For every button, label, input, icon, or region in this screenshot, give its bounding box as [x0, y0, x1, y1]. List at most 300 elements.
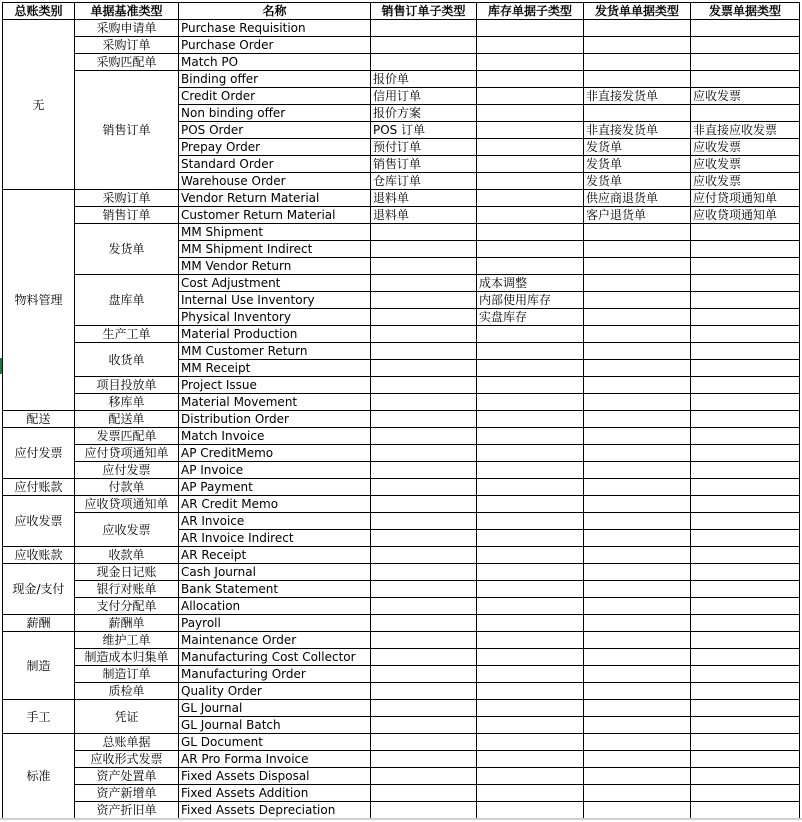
sales-subtype-cell[interactable] — [371, 632, 477, 649]
table-row — [3, 394, 800, 411]
invoice-type-cell[interactable] — [691, 598, 800, 615]
inventory-subtype-cell[interactable] — [477, 462, 584, 479]
name-cell[interactable]: Cash Journal — [179, 564, 371, 581]
inventory-subtype-cell[interactable] — [477, 360, 584, 377]
invoice-type-cell[interactable] — [691, 785, 800, 802]
sales-subtype-cell[interactable] — [371, 462, 477, 479]
sales-subtype-cell[interactable] — [371, 394, 477, 411]
shipment-type-cell[interactable] — [584, 785, 691, 802]
name-cell[interactable]: AR Receipt — [179, 547, 371, 564]
base-type-cell[interactable]: 采购订单 — [75, 37, 179, 54]
sales-subtype-cell[interactable]: 退料单 — [371, 190, 477, 207]
shipment-type-cell[interactable] — [584, 343, 691, 360]
inventory-subtype-cell[interactable] — [477, 20, 584, 37]
name-cell[interactable]: Physical Inventory — [179, 309, 371, 326]
inventory-subtype-cell[interactable] — [477, 564, 584, 581]
shipment-type-cell[interactable] — [584, 37, 691, 54]
name-cell[interactable]: MM Shipment Indirect — [179, 241, 371, 258]
base-type-cell[interactable]: 配送单 — [75, 411, 179, 428]
inventory-subtype-cell[interactable] — [477, 394, 584, 411]
sales-subtype-cell[interactable] — [371, 547, 477, 564]
sales-subtype-cell[interactable] — [371, 666, 477, 683]
base-type-cell[interactable]: 制造订单 — [75, 666, 179, 683]
base-type-cell[interactable]: 银行对账单 — [75, 581, 179, 598]
name-cell[interactable]: AR Invoice Indirect — [179, 530, 371, 547]
invoice-type-cell[interactable]: 应收贷项通知单 — [691, 207, 800, 224]
shipment-type-cell[interactable] — [584, 479, 691, 496]
base-type-cell[interactable]: 收货单 — [75, 343, 179, 377]
shipment-type-cell[interactable] — [584, 530, 691, 547]
gl-category-cell[interactable]: 无 — [3, 20, 75, 190]
invoice-type-cell[interactable] — [691, 496, 800, 513]
name-cell[interactable]: Fixed Assets Disposal — [179, 768, 371, 785]
inventory-subtype-cell[interactable] — [477, 88, 584, 105]
invoice-type-cell[interactable] — [691, 275, 800, 292]
name-cell[interactable]: AP Invoice — [179, 462, 371, 479]
inventory-subtype-cell[interactable] — [477, 173, 584, 190]
shipment-type-cell[interactable] — [584, 700, 691, 717]
shipment-type-cell[interactable] — [584, 581, 691, 598]
name-cell[interactable]: MM Shipment — [179, 224, 371, 241]
invoice-type-cell[interactable] — [691, 530, 800, 547]
invoice-type-cell[interactable] — [691, 37, 800, 54]
invoice-type-cell[interactable]: 应付贷项通知单 — [691, 190, 800, 207]
inventory-subtype-cell[interactable] — [477, 547, 584, 564]
inventory-subtype-cell[interactable] — [477, 581, 584, 598]
invoice-type-cell[interactable] — [691, 258, 800, 275]
invoice-type-cell[interactable]: 应收发票 — [691, 139, 800, 156]
inventory-subtype-cell[interactable] — [477, 122, 584, 139]
inventory-subtype-cell[interactable]: 内部使用库存 — [477, 292, 584, 309]
invoice-type-cell[interactable] — [691, 326, 800, 343]
name-cell[interactable]: Customer Return Material — [179, 207, 371, 224]
name-cell[interactable]: POS Order — [179, 122, 371, 139]
table-row — [3, 564, 800, 581]
invoice-type-cell[interactable] — [691, 462, 800, 479]
name-cell[interactable]: Credit Order — [179, 88, 371, 105]
table-row — [3, 581, 800, 598]
inventory-subtype-cell[interactable] — [477, 734, 584, 751]
shipment-type-cell[interactable] — [584, 445, 691, 462]
inventory-subtype-cell[interactable] — [477, 530, 584, 547]
header-base-type[interactable]: 单据基准类型 — [75, 3, 179, 20]
invoice-type-cell[interactable] — [691, 649, 800, 666]
gl-category-cell[interactable]: 手工 — [3, 700, 75, 734]
sales-subtype-cell[interactable] — [371, 275, 477, 292]
name-cell[interactable]: Vendor Return Material — [179, 190, 371, 207]
gl-category-cell[interactable]: 物料管理 — [3, 190, 75, 411]
base-type-cell[interactable]: 采购申请单 — [75, 20, 179, 37]
inventory-subtype-cell[interactable] — [477, 139, 584, 156]
shipment-type-cell[interactable] — [584, 683, 691, 700]
name-cell[interactable]: AR Credit Memo — [179, 496, 371, 513]
base-type-cell[interactable]: 质检单 — [75, 683, 179, 700]
name-cell[interactable]: AP Payment — [179, 479, 371, 496]
header-name[interactable]: 名称 — [179, 3, 371, 20]
sales-subtype-cell[interactable] — [371, 768, 477, 785]
sales-subtype-cell[interactable] — [371, 751, 477, 768]
base-type-cell[interactable]: 应收贷项通知单 — [75, 496, 179, 513]
inventory-subtype-cell[interactable] — [477, 241, 584, 258]
invoice-type-cell[interactable] — [691, 20, 800, 37]
inventory-subtype-cell[interactable]: 成本调整 — [477, 275, 584, 292]
base-type-cell[interactable]: 应收形式发票 — [75, 751, 179, 768]
sales-subtype-cell[interactable] — [371, 513, 477, 530]
shipment-type-cell[interactable] — [584, 377, 691, 394]
name-cell[interactable]: Fixed Assets Addition — [179, 785, 371, 802]
inventory-subtype-cell[interactable] — [477, 54, 584, 71]
shipment-type-cell[interactable] — [584, 224, 691, 241]
shipment-type-cell[interactable] — [584, 258, 691, 275]
inventory-subtype-cell[interactable] — [477, 37, 584, 54]
shipment-type-cell[interactable] — [584, 71, 691, 88]
sales-subtype-cell[interactable] — [371, 445, 477, 462]
inventory-subtype-cell[interactable] — [477, 343, 584, 360]
sales-subtype-cell[interactable] — [371, 581, 477, 598]
shipment-type-cell[interactable] — [584, 275, 691, 292]
table-row — [3, 598, 800, 615]
name-cell[interactable]: GL Journal Batch — [179, 717, 371, 734]
table-row — [3, 275, 800, 292]
invoice-type-cell[interactable] — [691, 71, 800, 88]
name-cell[interactable]: GL Document — [179, 734, 371, 751]
invoice-type-cell[interactable]: 应收发票 — [691, 88, 800, 105]
shipment-type-cell[interactable]: 非直接发货单 — [584, 88, 691, 105]
sales-subtype-cell[interactable] — [371, 683, 477, 700]
inventory-subtype-cell[interactable] — [477, 666, 584, 683]
base-type-cell[interactable]: 移库单 — [75, 394, 179, 411]
name-cell[interactable]: MM Customer Return — [179, 343, 371, 360]
inventory-subtype-cell[interactable] — [477, 411, 584, 428]
base-type-cell[interactable]: 付款单 — [75, 479, 179, 496]
shipment-type-cell[interactable] — [584, 615, 691, 632]
inventory-subtype-cell[interactable] — [477, 700, 584, 717]
name-cell[interactable]: MM Receipt — [179, 360, 371, 377]
invoice-type-cell[interactable] — [691, 581, 800, 598]
inventory-subtype-cell[interactable] — [477, 785, 584, 802]
inventory-subtype-cell[interactable] — [477, 768, 584, 785]
sales-subtype-cell[interactable] — [371, 530, 477, 547]
sales-subtype-cell[interactable] — [371, 564, 477, 581]
invoice-type-cell[interactable]: 应收发票 — [691, 156, 800, 173]
name-cell[interactable]: Fixed Assets Depreciation — [179, 802, 371, 819]
base-type-cell[interactable]: 资产处置单 — [75, 768, 179, 785]
invoice-type-cell[interactable] — [691, 717, 800, 734]
shipment-type-cell[interactable]: 发货单 — [584, 139, 691, 156]
name-cell[interactable]: Non binding offer — [179, 105, 371, 122]
table-row — [3, 207, 800, 224]
sales-subtype-cell[interactable] — [371, 734, 477, 751]
name-cell[interactable]: Internal Use Inventory — [179, 292, 371, 309]
shipment-type-cell[interactable] — [584, 666, 691, 683]
inventory-subtype-cell[interactable] — [477, 496, 584, 513]
name-cell[interactable]: Match Invoice — [179, 428, 371, 445]
inventory-subtype-cell[interactable] — [477, 105, 584, 122]
name-cell[interactable]: Warehouse Order — [179, 173, 371, 190]
shipment-type-cell[interactable] — [584, 632, 691, 649]
sales-subtype-cell[interactable]: 销售订单 — [371, 156, 477, 173]
name-cell[interactable]: Manufacturing Cost Collector — [179, 649, 371, 666]
gl-category-cell[interactable]: 配送 — [3, 411, 75, 428]
invoice-type-cell[interactable] — [691, 309, 800, 326]
base-type-cell[interactable]: 盘库单 — [75, 275, 179, 326]
header-gl-category[interactable]: 总账类别 — [3, 3, 75, 20]
base-type-cell[interactable]: 资产折旧单 — [75, 802, 179, 819]
name-cell[interactable]: Standard Order — [179, 156, 371, 173]
inventory-subtype-cell[interactable] — [477, 649, 584, 666]
sales-subtype-cell[interactable] — [371, 377, 477, 394]
sales-subtype-cell[interactable]: 仓库订单 — [371, 173, 477, 190]
inventory-subtype-cell[interactable] — [477, 632, 584, 649]
sales-subtype-cell[interactable]: 退料单 — [371, 207, 477, 224]
shipment-type-cell[interactable]: 发货单 — [584, 173, 691, 190]
gl-category-cell[interactable]: 应付发票 — [3, 428, 75, 479]
invoice-type-cell[interactable] — [691, 734, 800, 751]
name-cell[interactable]: MM Vendor Return — [179, 258, 371, 275]
sales-subtype-cell[interactable] — [371, 343, 477, 360]
invoice-type-cell[interactable] — [691, 445, 800, 462]
sales-subtype-cell[interactable]: 报价方案 — [371, 105, 477, 122]
inventory-subtype-cell[interactable] — [477, 207, 584, 224]
invoice-type-cell[interactable] — [691, 224, 800, 241]
sales-subtype-cell[interactable] — [371, 802, 477, 819]
name-cell[interactable]: Match PO — [179, 54, 371, 71]
shipment-type-cell[interactable]: 发货单 — [584, 156, 691, 173]
name-cell[interactable]: Material Production — [179, 326, 371, 343]
name-cell[interactable]: Prepay Order — [179, 139, 371, 156]
table-row — [3, 428, 800, 445]
base-type-cell[interactable]: 发票匹配单 — [75, 428, 179, 445]
gl-category-cell[interactable]: 现金/支付 — [3, 564, 75, 615]
shipment-type-cell[interactable]: 客户退货单 — [584, 207, 691, 224]
sales-subtype-cell[interactable]: 信用订单 — [371, 88, 477, 105]
invoice-type-cell[interactable] — [691, 241, 800, 258]
name-cell[interactable]: AP CreditMemo — [179, 445, 371, 462]
shipment-type-cell[interactable] — [584, 326, 691, 343]
shipment-type-cell[interactable] — [584, 496, 691, 513]
name-cell[interactable]: Cost Adjustment — [179, 275, 371, 292]
shipment-type-cell[interactable] — [584, 802, 691, 819]
invoice-type-cell[interactable]: 非直接应收发票 — [691, 122, 800, 139]
sales-subtype-cell[interactable] — [371, 717, 477, 734]
sales-subtype-cell[interactable] — [371, 54, 477, 71]
name-cell[interactable]: Manufacturing Order — [179, 666, 371, 683]
base-type-cell[interactable]: 应收发票 — [75, 513, 179, 547]
shipment-type-cell[interactable] — [584, 513, 691, 530]
gl-category-cell[interactable]: 应收发票 — [3, 496, 75, 547]
inventory-subtype-cell[interactable] — [477, 445, 584, 462]
base-type-cell[interactable]: 项目投放单 — [75, 377, 179, 394]
invoice-type-cell[interactable] — [691, 513, 800, 530]
base-type-cell[interactable]: 维护工单 — [75, 632, 179, 649]
sales-subtype-cell[interactable] — [371, 326, 477, 343]
name-cell[interactable]: Project Issue — [179, 377, 371, 394]
shipment-type-cell[interactable] — [584, 547, 691, 564]
invoice-type-cell[interactable] — [691, 54, 800, 71]
shipment-type-cell[interactable] — [584, 54, 691, 71]
base-type-cell[interactable]: 生产工单 — [75, 326, 179, 343]
inventory-subtype-cell[interactable] — [477, 190, 584, 207]
invoice-type-cell[interactable] — [691, 394, 800, 411]
sales-subtype-cell[interactable] — [371, 428, 477, 445]
shipment-type-cell[interactable] — [584, 751, 691, 768]
sales-subtype-cell[interactable] — [371, 241, 477, 258]
inventory-subtype-cell[interactable] — [477, 717, 584, 734]
table-body — [3, 20, 800, 819]
shipment-type-cell[interactable] — [584, 462, 691, 479]
header-sales-subtype[interactable]: 销售订单子类型 — [371, 3, 477, 20]
shipment-type-cell[interactable]: 非直接发货单 — [584, 122, 691, 139]
shipment-type-cell[interactable] — [584, 360, 691, 377]
shipment-type-cell[interactable] — [584, 292, 691, 309]
table-row — [3, 343, 800, 360]
gl-category-cell[interactable]: 应付账款 — [3, 479, 75, 496]
base-type-cell[interactable]: 制造成本归集单 — [75, 649, 179, 666]
shipment-type-cell[interactable] — [584, 411, 691, 428]
sales-subtype-cell[interactable] — [371, 615, 477, 632]
inventory-subtype-cell[interactable] — [477, 802, 584, 819]
name-cell[interactable]: Purchase Requisition — [179, 20, 371, 37]
gl-category-cell[interactable]: 标准 — [3, 734, 75, 819]
inventory-subtype-cell[interactable] — [477, 377, 584, 394]
inventory-subtype-cell[interactable] — [477, 428, 584, 445]
base-type-cell[interactable]: 总账单据 — [75, 734, 179, 751]
header-shipment-type[interactable]: 发货单单据类型 — [584, 3, 691, 20]
header-inventory-subtype[interactable]: 库存单据子类型 — [477, 3, 584, 20]
sales-subtype-cell[interactable] — [371, 649, 477, 666]
shipment-type-cell[interactable] — [584, 564, 691, 581]
invoice-type-cell[interactable] — [691, 768, 800, 785]
table-row — [3, 785, 800, 802]
invoice-type-cell[interactable] — [691, 360, 800, 377]
name-cell[interactable]: Payroll — [179, 615, 371, 632]
base-type-cell[interactable]: 采购匹配单 — [75, 54, 179, 71]
inventory-subtype-cell[interactable] — [477, 326, 584, 343]
name-cell[interactable]: GL Journal — [179, 700, 371, 717]
inventory-subtype-cell[interactable] — [477, 71, 584, 88]
invoice-type-cell[interactable] — [691, 377, 800, 394]
base-type-cell[interactable]: 资产新增单 — [75, 785, 179, 802]
base-type-cell[interactable]: 销售订单 — [75, 207, 179, 224]
invoice-type-cell[interactable] — [691, 632, 800, 649]
invoice-type-cell[interactable] — [691, 666, 800, 683]
sales-subtype-cell[interactable]: POS 订单 — [371, 122, 477, 139]
base-type-cell[interactable]: 现金日记账 — [75, 564, 179, 581]
invoice-type-cell[interactable] — [691, 428, 800, 445]
name-cell[interactable]: Allocation — [179, 598, 371, 615]
sales-subtype-cell[interactable] — [371, 309, 477, 326]
inventory-subtype-cell[interactable]: 实盘库存 — [477, 309, 584, 326]
sales-subtype-cell[interactable] — [371, 258, 477, 275]
sales-subtype-cell[interactable] — [371, 224, 477, 241]
invoice-type-cell[interactable]: 应收发票 — [691, 173, 800, 190]
name-cell[interactable]: Binding offer — [179, 71, 371, 88]
shipment-type-cell[interactable] — [584, 768, 691, 785]
invoice-type-cell[interactable] — [691, 547, 800, 564]
invoice-type-cell[interactable] — [691, 615, 800, 632]
shipment-type-cell[interactable] — [584, 309, 691, 326]
base-type-cell[interactable]: 发货单 — [75, 224, 179, 275]
inventory-subtype-cell[interactable] — [477, 615, 584, 632]
invoice-type-cell[interactable] — [691, 411, 800, 428]
base-type-cell[interactable]: 应付贷项通知单 — [75, 445, 179, 462]
sales-subtype-cell[interactable]: 预付订单 — [371, 139, 477, 156]
inventory-subtype-cell[interactable] — [477, 683, 584, 700]
name-cell[interactable]: Material Movement — [179, 394, 371, 411]
base-type-cell[interactable]: 收款单 — [75, 547, 179, 564]
sales-subtype-cell[interactable] — [371, 20, 477, 37]
gl-category-cell[interactable]: 制造 — [3, 632, 75, 700]
inventory-subtype-cell[interactable] — [477, 479, 584, 496]
base-type-cell[interactable]: 销售订单 — [75, 71, 179, 190]
inventory-subtype-cell[interactable] — [477, 224, 584, 241]
sales-subtype-cell[interactable] — [371, 700, 477, 717]
shipment-type-cell[interactable] — [584, 734, 691, 751]
name-cell[interactable]: Distribution Order — [179, 411, 371, 428]
name-cell[interactable]: Maintenance Order — [179, 632, 371, 649]
sales-subtype-cell[interactable] — [371, 598, 477, 615]
invoice-type-cell[interactable] — [691, 802, 800, 819]
invoice-type-cell[interactable] — [691, 683, 800, 700]
shipment-type-cell[interactable] — [584, 649, 691, 666]
name-cell[interactable]: AR Pro Forma Invoice — [179, 751, 371, 768]
shipment-type-cell[interactable] — [584, 20, 691, 37]
gl-category-cell[interactable]: 薪酬 — [3, 615, 75, 632]
inventory-subtype-cell[interactable] — [477, 598, 584, 615]
base-type-cell[interactable]: 采购订单 — [75, 190, 179, 207]
sales-subtype-cell[interactable] — [371, 411, 477, 428]
sales-subtype-cell[interactable] — [371, 479, 477, 496]
shipment-type-cell[interactable] — [584, 598, 691, 615]
base-type-cell[interactable]: 应付发票 — [75, 462, 179, 479]
sales-subtype-cell[interactable]: 报价单 — [371, 71, 477, 88]
shipment-type-cell[interactable] — [584, 717, 691, 734]
sales-subtype-cell[interactable] — [371, 785, 477, 802]
sales-subtype-cell[interactable] — [371, 37, 477, 54]
inventory-subtype-cell[interactable] — [477, 751, 584, 768]
invoice-type-cell[interactable] — [691, 343, 800, 360]
sales-subtype-cell[interactable] — [371, 496, 477, 513]
invoice-type-cell[interactable] — [691, 751, 800, 768]
shipment-type-cell[interactable] — [584, 105, 691, 122]
gl-category-cell[interactable]: 应收账款 — [3, 547, 75, 564]
shipment-type-cell[interactable] — [584, 428, 691, 445]
name-cell[interactable]: Bank Statement — [179, 581, 371, 598]
invoice-type-cell[interactable] — [691, 105, 800, 122]
shipment-type-cell[interactable] — [584, 241, 691, 258]
name-cell[interactable]: AR Invoice — [179, 513, 371, 530]
inventory-subtype-cell[interactable] — [477, 513, 584, 530]
invoice-type-cell[interactable] — [691, 479, 800, 496]
base-type-cell[interactable]: 薪酬单 — [75, 615, 179, 632]
sales-subtype-cell[interactable] — [371, 360, 477, 377]
table-row — [3, 462, 800, 479]
base-type-cell[interactable]: 凭证 — [75, 700, 179, 734]
shipment-type-cell[interactable]: 供应商退货单 — [584, 190, 691, 207]
invoice-type-cell[interactable] — [691, 700, 800, 717]
inventory-subtype-cell[interactable] — [477, 258, 584, 275]
invoice-type-cell[interactable] — [691, 292, 800, 309]
base-type-cell[interactable]: 支付分配单 — [75, 598, 179, 615]
shipment-type-cell[interactable] — [584, 394, 691, 411]
inventory-subtype-cell[interactable] — [477, 156, 584, 173]
name-cell[interactable]: Purchase Order — [179, 37, 371, 54]
sales-subtype-cell[interactable] — [371, 292, 477, 309]
invoice-type-cell[interactable] — [691, 564, 800, 581]
header-invoice-type[interactable]: 发票单据类型 — [691, 3, 800, 20]
name-cell[interactable]: Quality Order — [179, 683, 371, 700]
table-row — [3, 547, 800, 564]
